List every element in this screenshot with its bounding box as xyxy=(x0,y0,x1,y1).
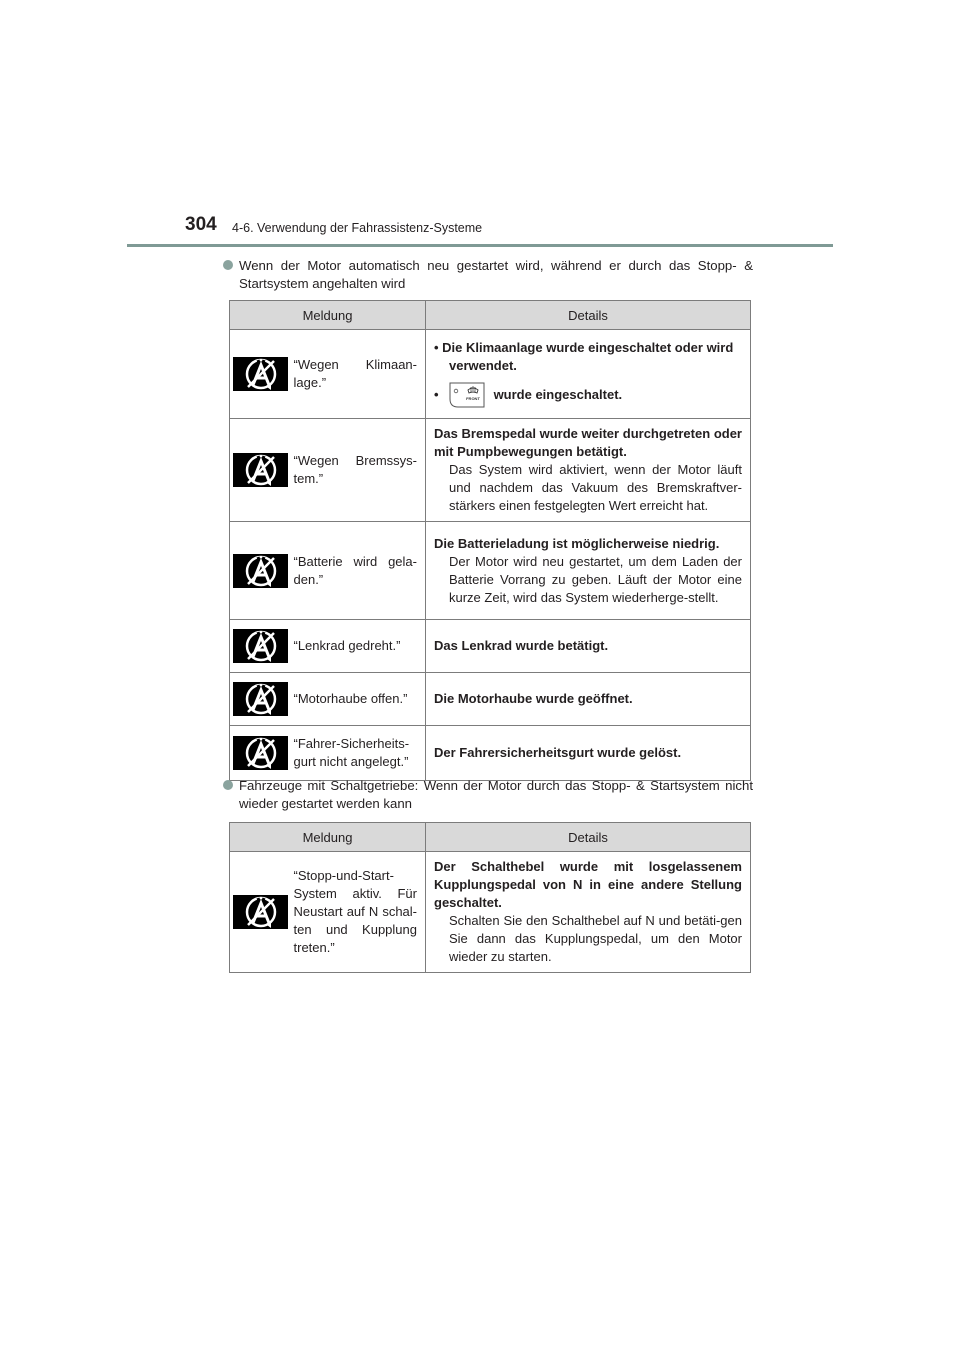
detail-description: Der Motor wird neu gestartet, um dem Laden der Batterie Vorrang zu geben. Läuft der Motor eine kurze Zeit, wird das System wiederherge-stellt. xyxy=(449,553,742,605)
message-text: “Wegen Klimaan-lage.” xyxy=(290,330,426,419)
bullet-text: Fahrzeuge mit Schaltgetriebe: Wenn der Motor durch das Stopp- & Startsystem nicht wieder gestartet werden kann xyxy=(239,778,753,811)
detail-heading: Der Schalthebel wurde mit losgelassenem Kupplungspedal von N in eine andere Stellung geschaltet. xyxy=(434,859,742,910)
detail-description: Das System wird aktiviert, wenn der Motor läuft und nachdem das Vakuum des Bremskraftver-stärkers einen festgelegten Wert erreicht hat. xyxy=(449,462,742,513)
stop-start-off-icon xyxy=(233,682,288,716)
detail-text xyxy=(426,852,751,973)
column-header-message: Meldung xyxy=(230,823,426,852)
column-header-message: Meldung xyxy=(230,301,426,330)
stop-start-off-icon xyxy=(233,453,288,487)
detail-text xyxy=(426,330,751,419)
stop-start-off-icon xyxy=(233,736,288,770)
detail-text xyxy=(426,419,751,522)
detail-text xyxy=(426,522,751,620)
column-header-details: Details xyxy=(426,823,751,852)
bullet-item xyxy=(223,257,753,293)
detail-description: Schalten Sie den Schalthebel auf N und betäti-gen Sie dann das Kupplungspedal, um den Motor wieder zu starten. xyxy=(449,913,742,964)
detail-heading: Die Batterieladung ist möglicherweise niedrig. xyxy=(434,535,720,551)
detail-text: Der Fahrersicherheitsgurt wurde gelöst. xyxy=(426,726,751,781)
message-table-1 xyxy=(229,300,751,781)
detail-heading: Das Bremspedal wurde weiter durchgetreten oder mit Pumpbewegungen betätigt. xyxy=(434,426,742,459)
column-header-details: Details xyxy=(426,301,751,330)
bullet-item xyxy=(223,777,753,813)
svg-text:FRONT: FRONT xyxy=(465,396,480,401)
message-table-2 xyxy=(229,822,751,973)
bullet-dot-icon xyxy=(223,780,233,790)
detail-bullet: wurde eingeschaltet. xyxy=(493,387,623,402)
message-text: “Motorhaube offen.” xyxy=(290,673,426,726)
detail-bullet: • Die Klimaanlage wurde eingeschaltet oder wird verwendet. xyxy=(434,340,734,373)
header-divider xyxy=(127,244,833,247)
table-row xyxy=(230,330,751,419)
detail-text: Die Motorhaube wurde geöffnet. xyxy=(426,673,751,726)
table-row xyxy=(230,419,751,522)
section-title: 4-6. Verwendung der Fahrassistenz-Systeme xyxy=(232,221,483,235)
stop-start-off-icon xyxy=(233,357,288,391)
table-row xyxy=(230,726,751,781)
stop-start-off-icon xyxy=(233,554,288,588)
message-text: “Fahrer-Sicherheits-gurt nicht angelegt.” xyxy=(290,726,426,781)
bullet-text: Wenn der Motor automatisch neu gestartet wird, während er durch das Stopp- & Startsystem angehalten wird xyxy=(239,258,753,291)
message-text: “Stopp-und-Start-System aktiv. Für Neustart auf N schal-ten und Kupplung treten.” xyxy=(290,852,426,973)
stop-start-off-icon xyxy=(233,895,288,929)
page-number: 304 xyxy=(185,214,217,235)
stop-start-off-icon xyxy=(233,629,288,663)
table-row xyxy=(230,852,751,973)
detail-bullet-marker: • xyxy=(434,387,439,402)
table-row xyxy=(230,620,751,673)
front-defogger-button-icon xyxy=(448,381,486,409)
table-row xyxy=(230,522,751,620)
message-text: “Wegen Bremssys-tem.” xyxy=(290,419,426,522)
detail-text: Das Lenkrad wurde betätigt. xyxy=(426,620,751,673)
message-text: “Batterie wird gela-den.” xyxy=(290,522,426,620)
table-row xyxy=(230,673,751,726)
message-text: “Lenkrad gedreht.” xyxy=(290,620,426,673)
bullet-dot-icon xyxy=(223,260,233,270)
